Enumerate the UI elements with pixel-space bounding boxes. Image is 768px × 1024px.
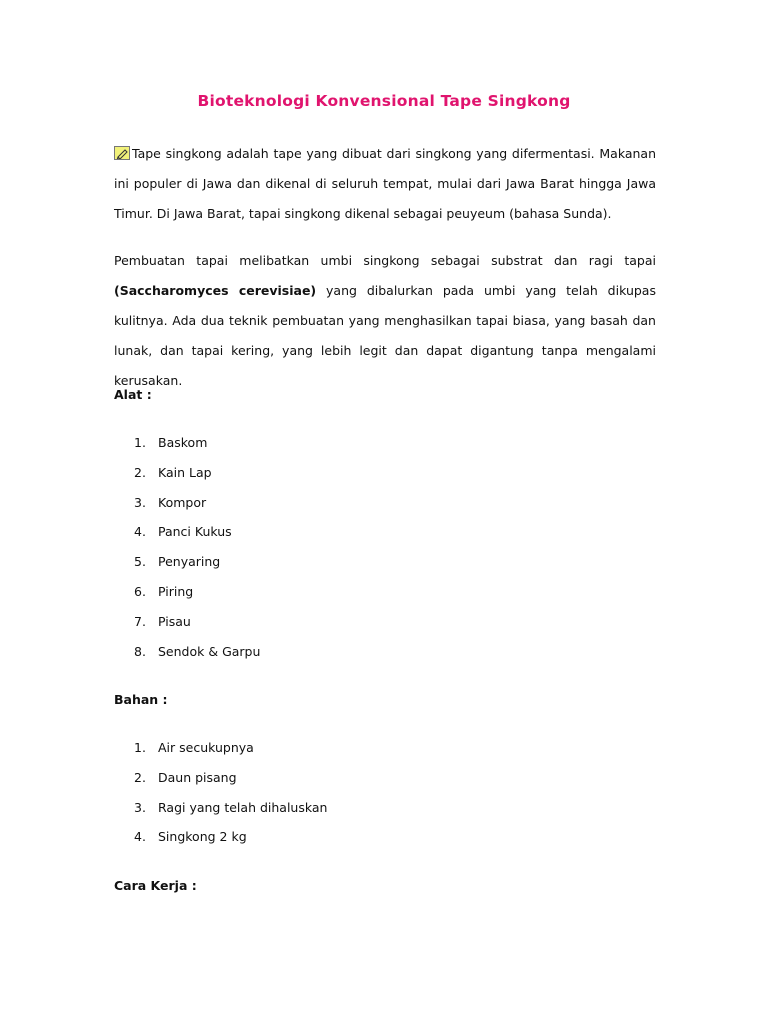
list-number: 7. — [134, 613, 146, 629]
list-item — [134, 464, 260, 494]
note-pencil-icon — [114, 146, 130, 160]
list-number: 6. — [134, 583, 146, 599]
scientific-name: (Saccharomyces cerevisiae) — [114, 283, 317, 298]
list-number: 4. — [134, 829, 146, 845]
intro-text: Tape singkong adalah tape yang dibuat dari singkong yang difermentasi. Makanan ini populer di Jawa dan dikenal di seluruh tempat, mulai dari Jawa Barat hingga Jawa Timur. Di Jawa Barat, tapai singkong dikenal sebagai peuyeum (bahasa Sunda). — [114, 146, 656, 221]
list-item — [134, 739, 327, 769]
bahan-heading: Bahan : — [114, 692, 168, 707]
list-number: 1. — [134, 740, 146, 755]
list-text: Ragi yang telah dihaluskan — [158, 799, 328, 815]
process-text-lead: Pembuatan tapai melibatkan umbi singkong sebagai substrat dan ragi tapai — [114, 253, 656, 268]
cara-kerja-heading: Cara Kerja : — [114, 878, 197, 893]
list-text: Panci Kukus — [158, 524, 232, 540]
list-item — [134, 434, 260, 464]
list-number: 1. — [134, 435, 146, 450]
list-text: Kain Lap — [158, 464, 212, 480]
page-title: Bioteknologi Konvensional Tape Singkong — [197, 92, 571, 110]
intro-paragraph — [114, 139, 656, 229]
list-number: 2. — [134, 769, 146, 785]
bahan-list — [134, 739, 327, 858]
list-text: Penyaring — [158, 554, 221, 570]
list-item — [134, 494, 260, 524]
list-number: 3. — [134, 494, 146, 510]
list-item — [134, 799, 327, 829]
process-paragraph — [114, 246, 656, 396]
list-text: Baskom — [158, 435, 208, 450]
alat-list — [134, 434, 260, 672]
list-number: 4. — [134, 524, 146, 540]
list-item — [134, 553, 260, 583]
list-text: Pisau — [158, 613, 191, 629]
list-item — [134, 769, 327, 799]
list-item — [134, 583, 260, 613]
process-text-rest: yang dibalurkan pada umbi yang telah dikupas kulitnya. Ada dua teknik pembuatan yang menghasilkan tapai biasa, yang basah dan lunak, dan tapai kering, yang lebih legit dan dapat digantung tanpa mengalami kerusakan. — [114, 283, 656, 388]
list-text: Singkong 2 kg — [158, 829, 247, 845]
list-text: Sendok & Garpu — [158, 643, 261, 659]
list-number: 5. — [134, 554, 146, 570]
list-number: 2. — [134, 464, 146, 480]
list-number: 8. — [134, 643, 146, 659]
list-item — [134, 828, 327, 858]
list-text: Air secukupnya — [158, 740, 254, 755]
list-text: Daun pisang — [158, 769, 237, 785]
list-item — [134, 643, 260, 673]
list-number: 3. — [134, 799, 146, 815]
list-text: Kompor — [158, 494, 207, 510]
list-item — [134, 613, 260, 643]
list-item — [134, 523, 260, 553]
alat-heading: Alat : — [114, 387, 152, 402]
list-text: Piring — [158, 583, 194, 599]
